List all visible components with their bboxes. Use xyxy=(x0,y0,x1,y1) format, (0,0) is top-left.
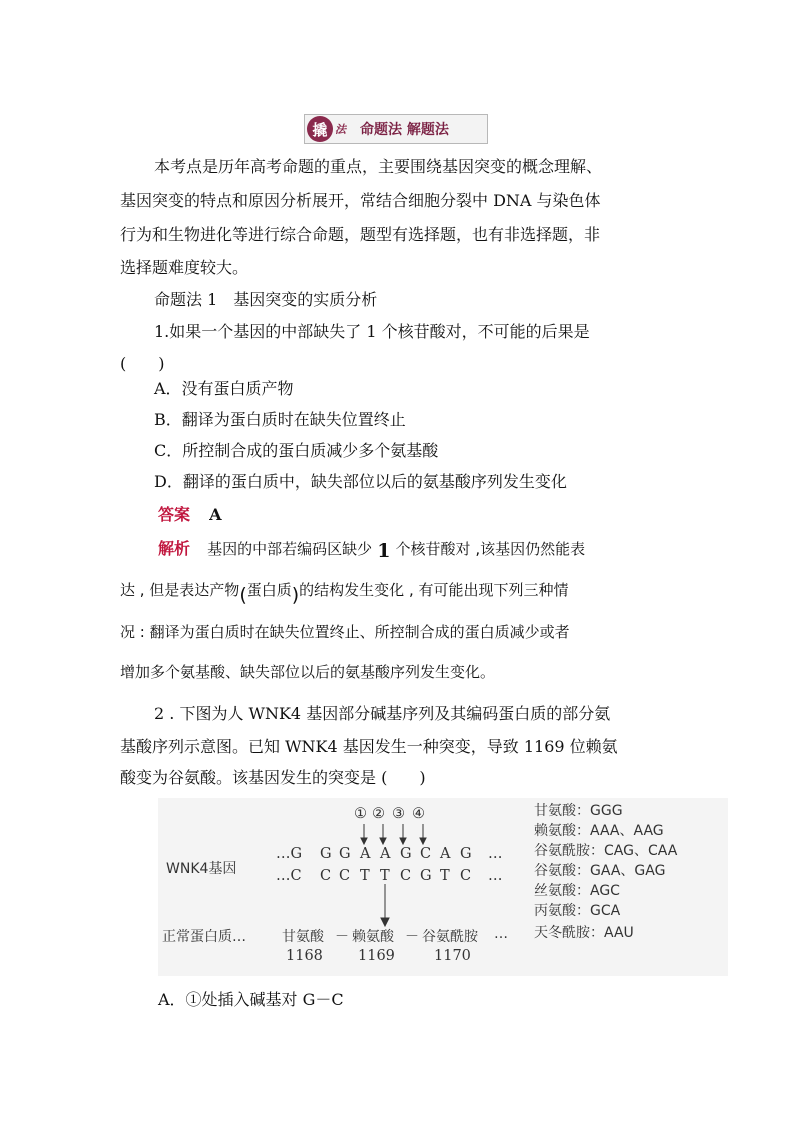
codon-gln: 谷氨酰胺：CAG、CAA xyxy=(534,843,678,859)
q1-analysis-line-1 xyxy=(158,538,586,562)
codon-ser: 丝氨酸：AGC xyxy=(534,883,620,899)
top-base-5: G xyxy=(400,846,412,862)
q1-analysis-line-2 xyxy=(120,579,569,606)
answer-label: 答案 xyxy=(158,505,191,524)
intro-line-2: 基因突变的特点和原因分析展开，常结合细胞分裂中 DNA 与染色体 xyxy=(120,191,601,210)
bottom-base-8: C xyxy=(460,868,472,884)
position-1169: 1169 xyxy=(358,948,395,964)
gene-diagram xyxy=(158,798,728,976)
position-1168: 1168 xyxy=(286,948,323,964)
peptide-bond-1: － xyxy=(335,929,349,945)
bottom-base-5: C xyxy=(400,868,412,884)
position-1170: 1170 xyxy=(434,948,471,964)
q2-stem-line-2: 基酸序列示意图。已知 WNK4 基因发生一种突变，导致 1169 位赖氨 xyxy=(120,737,618,756)
bottom-base-6: G xyxy=(420,868,432,884)
badge-char: 撬 xyxy=(312,120,328,139)
arrowhead-down xyxy=(381,918,389,926)
banner-title: 命题法 解题法 xyxy=(360,122,449,138)
arrowhead-4 xyxy=(420,838,426,844)
top-base-8: G xyxy=(460,846,472,862)
q1-option-c: C．所控制合成的蛋白质减少多个氨基酸 xyxy=(154,441,439,460)
protein-ellipsis: … xyxy=(494,926,508,942)
amino-acid-1168: 甘氨酸 xyxy=(282,929,324,945)
analysis-text-1c: 个核苷酸对 ,该基因仍然能表 xyxy=(395,540,586,558)
analysis-text-2e: 的结构发生变化 , 有可能出现下列三种情 xyxy=(299,581,569,599)
peptide-bond-2: － xyxy=(405,929,419,945)
q1-analysis-line-3: 况 : 翻译为蛋白质时在缺失位置终止、所控制合成的蛋白质减少或者 xyxy=(120,623,570,641)
analysis-text-2a: 达 , 但是表达产物 xyxy=(120,581,240,599)
top-base-7: A xyxy=(440,846,451,862)
section-banner xyxy=(304,114,488,144)
bottom-base-3: T xyxy=(360,868,370,884)
top-base-3: A xyxy=(360,846,371,862)
answer-value: A xyxy=(209,505,222,524)
q1-analysis-line-4: 增加多个氨基酸、缺失部位以后的氨基酸序列发生变化。 xyxy=(120,663,496,681)
marker-2: ② xyxy=(372,806,385,822)
marker-4: ④ xyxy=(412,806,425,822)
analysis-text-1b: 1 xyxy=(377,540,391,562)
method-title: 命题法 1 基因突变的实质分析 xyxy=(154,290,378,309)
bottom-base-9: … xyxy=(488,868,503,884)
marker-1: ① xyxy=(354,806,367,822)
amino-acid-1170: 谷氨酰胺 xyxy=(422,929,478,945)
q1-stem-line-1: 1.如果一个基因的中部缺失了 1 个核苷酸对，不可能的后果是 xyxy=(154,322,590,341)
codon-gly: 甘氨酸：GGG xyxy=(534,803,623,819)
arrowhead-2 xyxy=(380,838,386,844)
top-base-1: G xyxy=(320,846,332,862)
q1-option-a: A．没有蛋白质产物 xyxy=(154,379,294,398)
gene-label: WNK4基因 xyxy=(166,861,237,877)
intro-line-3: 行为和生物进化等进行综合命题，题型有选择题，也有非选择题，非 xyxy=(120,225,601,244)
analysis-text-2c: 蛋白质 xyxy=(246,581,292,599)
amino-acid-1169: 赖氨酸 xyxy=(352,929,394,945)
q1-option-b: B．翻译为蛋白质时在缺失位置终止 xyxy=(154,410,406,429)
q2-stem-line-1: 2 . 下图为人 WNK4 基因部分碱基序列及其编码蛋白质的部分氨 xyxy=(154,704,611,723)
q1-option-d: D．翻译的蛋白质中，缺失部位以后的氨基酸序列发生变化 xyxy=(154,472,567,491)
analysis-label: 解析 xyxy=(158,539,191,558)
analysis-text-1a: 基因的中部若编码区缺少 xyxy=(207,540,373,558)
badge-logo xyxy=(307,116,333,142)
q1-stem-line-2: ( ) xyxy=(120,354,165,373)
arrowhead-1 xyxy=(361,838,367,844)
analysis-paren-close: ) xyxy=(291,584,300,606)
codon-asn: 天冬酰胺：AAU xyxy=(534,925,634,941)
intro-line-4: 选择题难度较大。 xyxy=(120,258,249,277)
bottom-base-1: C xyxy=(320,868,332,884)
top-base-4: A xyxy=(380,846,391,862)
marker-3: ③ xyxy=(392,806,405,822)
analysis-paren-open: ( xyxy=(239,584,247,606)
q2-stem-line-3: 酸变为谷氨酸。该基因发生的突变是 ( ) xyxy=(120,768,426,787)
top-base-0: …G xyxy=(276,846,303,862)
protein-label: 正常蛋白质… xyxy=(162,929,246,945)
bottom-base-4: T xyxy=(380,868,390,884)
codon-ala: 丙氨酸：GCA xyxy=(534,903,621,919)
top-base-2: G xyxy=(339,846,351,862)
q2-option-a: A．①处插入碱基对 G－C xyxy=(158,990,344,1009)
codon-lys: 赖氨酸：AAA、AAG xyxy=(534,823,664,839)
arrowhead-3 xyxy=(400,838,406,844)
bottom-base-7: T xyxy=(440,868,450,884)
bottom-base-2: C xyxy=(339,868,351,884)
top-base-9: … xyxy=(488,846,503,862)
badge-small-text: 法 xyxy=(335,123,346,136)
bottom-base-0: …C xyxy=(276,868,302,884)
q1-answer-row xyxy=(158,505,222,525)
codon-glu: 谷氨酸：GAA、GAG xyxy=(534,863,666,879)
intro-line-1: 本考点是历年高考命题的重点，主要围绕基因突变的概念理解、 xyxy=(154,157,603,176)
top-base-6: C xyxy=(420,846,432,862)
